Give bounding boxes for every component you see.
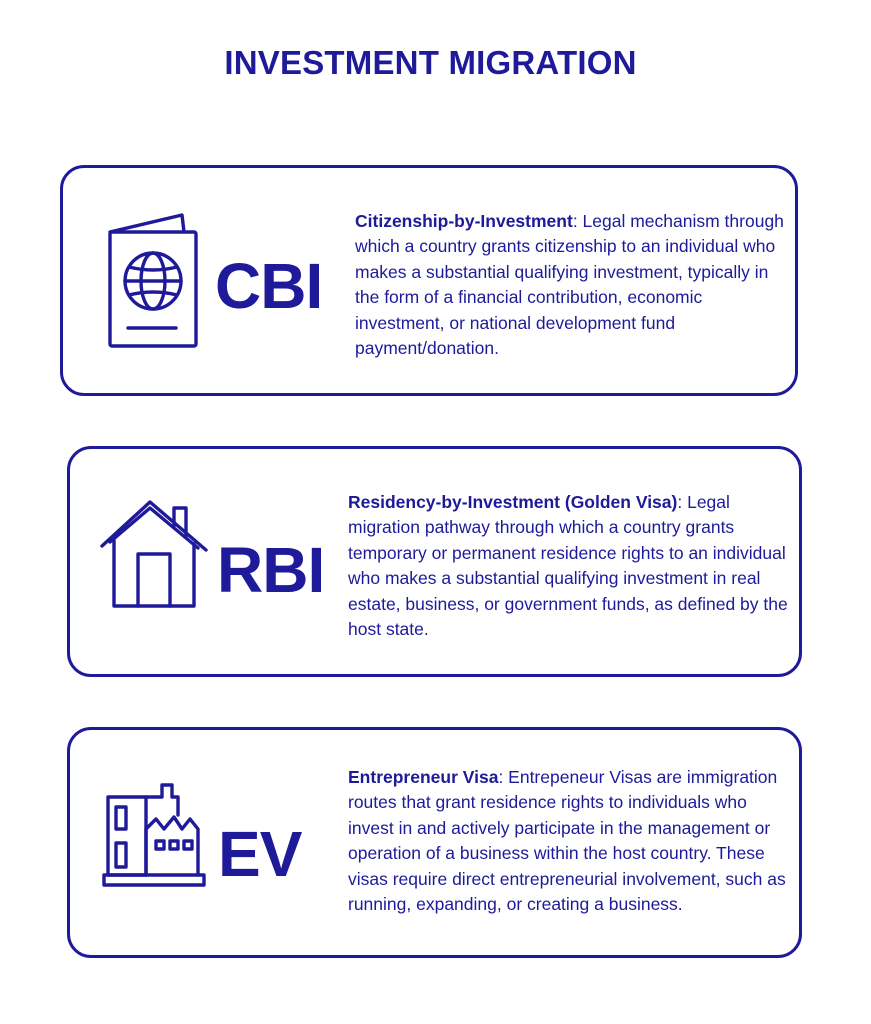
factory-building-icon (102, 781, 208, 889)
cbi-acronym: CBI (215, 250, 323, 322)
cbi-description-text: : Legal mechanism through which a country grants citizenship to an individual who makes a substantial qualifying investment, typically in the form of a financial contribution, economic investment, or national development fund payment/donation. (355, 211, 784, 359)
rbi-description (348, 490, 793, 642)
cbi-card (60, 165, 798, 396)
passport-globe-icon (106, 210, 198, 350)
rbi-card (67, 446, 802, 677)
rbi-term: Residency-by-Investment (Golden Visa) (348, 492, 678, 512)
ev-card (67, 727, 802, 958)
cbi-term: Citizenship-by-Investment (355, 211, 573, 231)
page-title: INVESTMENT MIGRATION (224, 44, 637, 81)
ev-description (348, 765, 793, 917)
ev-description-text: : Entrepeneur Visas are immigration routes that grant residence rights to individuals who invest in and actively participate in the management or operation of a business within the host country. These visas require direct entrepreneurial involvement, such as running, expanding, or creating a business. (348, 767, 786, 915)
house-icon (98, 496, 210, 610)
ev-acronym: EV (218, 818, 302, 890)
cbi-description (355, 209, 785, 361)
ev-term: Entrepreneur Visa (348, 767, 499, 787)
rbi-description-text: : Legal migration pathway through which a country grants temporary or permanent residence rights to an individual who makes a substantial qualifying investment in real estate, business, or government funds, as defined by the host state. (348, 492, 788, 640)
rbi-acronym: RBI (217, 534, 325, 606)
